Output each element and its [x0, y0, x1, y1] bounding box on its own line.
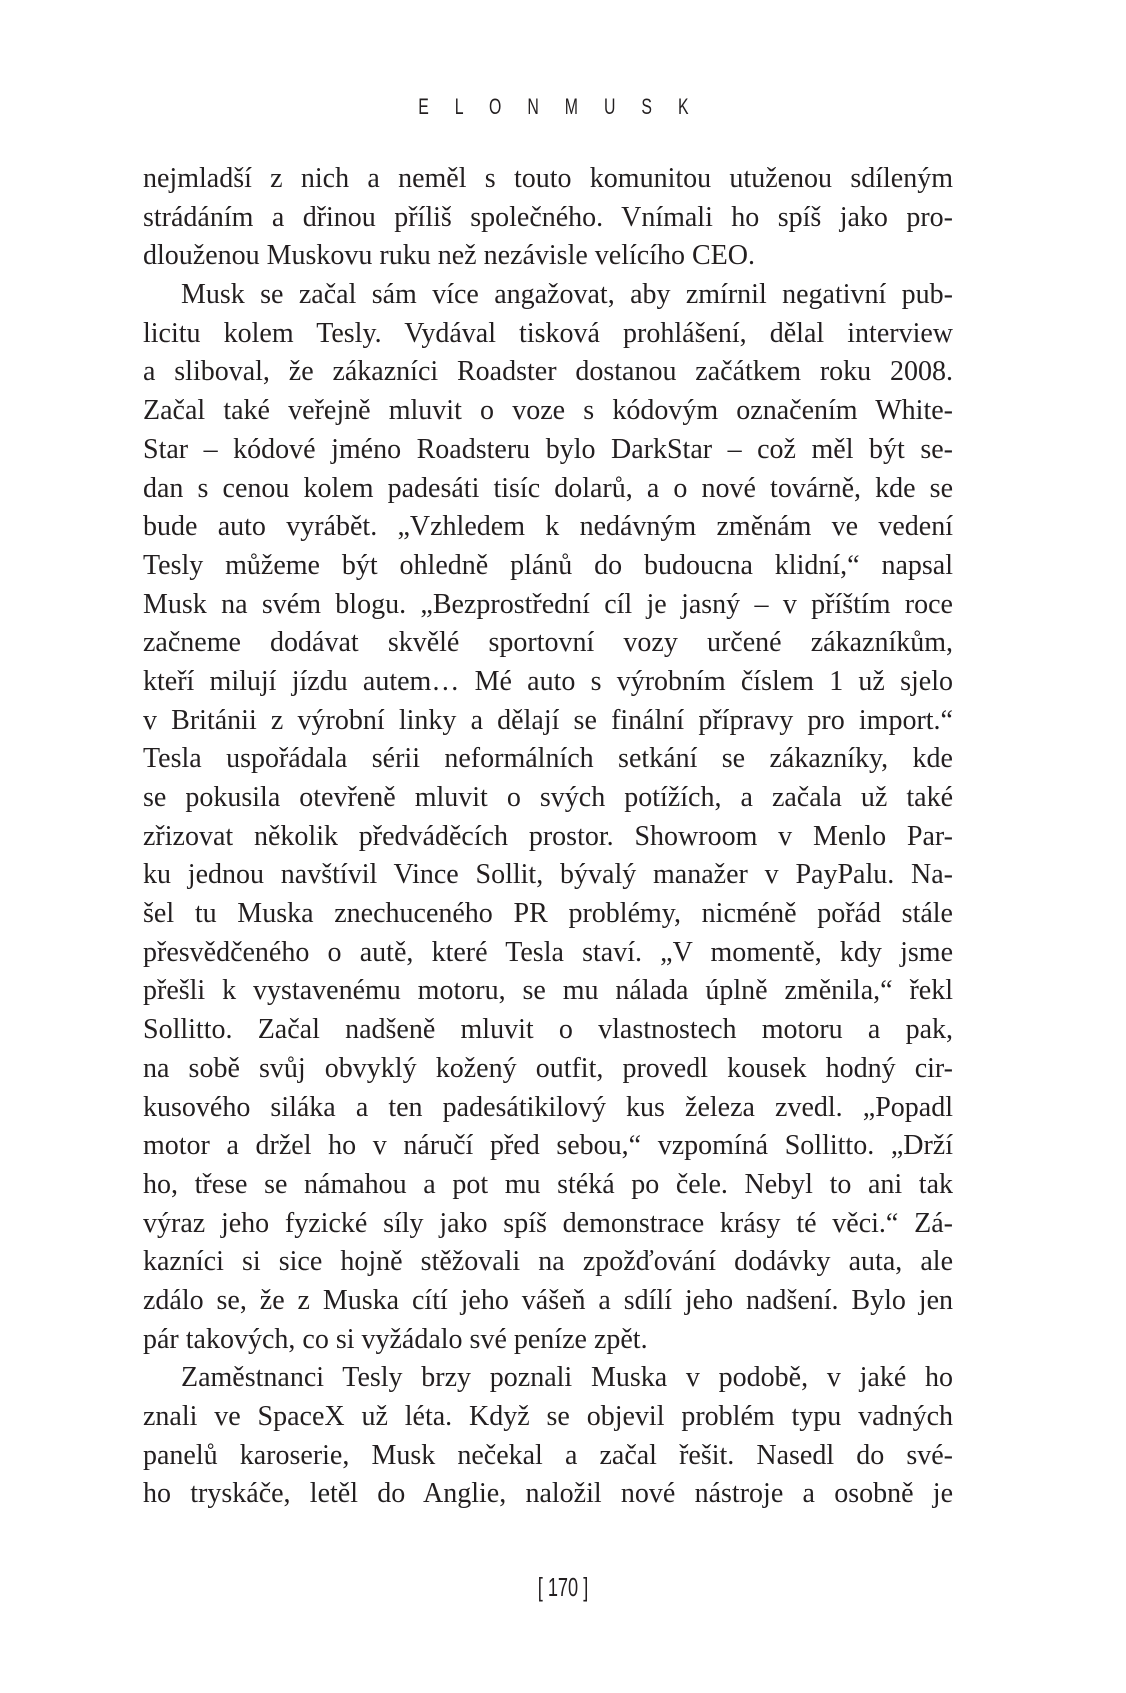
text-line: znali ve SpaceX už léta. Když se objevil problém typu vadných — [143, 1401, 953, 1432]
text-line: a sliboval, že zákazníci Roadster dostanou začátkem roku 2008. — [143, 356, 953, 388]
text-line: strádáním a dřinou příliš společného. Vnímali ho spíš jako pro- — [143, 201, 953, 233]
page-number: [ 170 ] — [537, 1572, 589, 1602]
body-text — [143, 160, 953, 1514]
text-line: dan s cenou kolem padesáti tisíc dolarů, a o nové továrně, kde se — [143, 472, 953, 504]
text-line: na sobě svůj obvyklý kožený outfit, provedl kousek hodný cir- — [143, 1052, 953, 1084]
text-line: v Británii z výrobní linky a dělají se finální přípravy pro import.“ — [143, 704, 953, 736]
text-line: šel tu Muska znechuceného PR problémy, nicméně pořád stále — [143, 898, 953, 930]
text-line: zdálo se, že z Muska cítí jeho vášeň a sdílí jeho nadšení. Bylo jen — [143, 1284, 953, 1316]
text-line: Sollitto. Začal nadšeně mluvit o vlastnostech motoru a pak, — [143, 1014, 953, 1046]
text-line: kazníci si sice hojně stěžovali na zpožďování dodávky auta, ale — [143, 1246, 953, 1278]
text-line: bude auto vyrábět. „Vzhledem k nedávným změnám ve vedení — [143, 511, 953, 543]
paragraph-start-line: Musk se začal sám více angažovat, aby zmírnil negativní pub- — [181, 279, 953, 311]
text-line: začneme dodávat skvělé sportovní vozy určené zákazníkům, — [143, 627, 953, 659]
text-line: ho tryskáče, letěl do Anglie, naložil nové nástroje a osobně je — [143, 1478, 953, 1510]
text-line: ho, třese se námahou a pot mu stéká po čele. Nebyl to ani tak — [143, 1168, 953, 1200]
text-line: kusového siláka a ten padesátikilový kus železa zvedl. „Popadl — [143, 1091, 953, 1123]
text-line: výraz jeho fyzické síly jako spíš demonstrace krásy té věci.“ Zá- — [143, 1207, 953, 1239]
text-line: zřizovat několik předváděcích prostor. Showroom v Menlo Par- — [143, 820, 953, 852]
text-line: Tesly můžeme být ohledně plánů do budoucna klidní,“ napsal — [143, 549, 953, 581]
text-line: licitu kolem Tesly. Vydával tisková prohlášení, dělal interview — [143, 317, 953, 349]
text-line: Musk na svém blogu. „Bezprostřední cíl je jasný – v příštím roce — [143, 588, 953, 620]
text-line: se pokusila otevřeně mluvit o svých potížích, a začala už také — [143, 782, 953, 813]
text-line: přesvědčeného o autě, které Tesla staví. „V momentě, kdy jsme — [143, 936, 953, 968]
text-line: kteří milují jízdu autem… Mé auto s výrobním číslem 1 už sjelo — [143, 665, 953, 697]
text-line: Začal také veřejně mluvit o voze s kódovým označením White- — [143, 395, 953, 427]
paragraph-start-line: Zaměstnanci Tesly brzy poznali Muska v podobě, v jaké ho — [181, 1362, 953, 1394]
text-line: dlouženou Muskovu ruku než nezávisle velícího CEO. — [143, 240, 755, 272]
text-line: Star – kódové jméno Roadsteru bylo DarkStar – což měl být se- — [143, 433, 953, 465]
text-line: nejmladší z nich a neměl s touto komunitou utuženou sdíleným — [143, 163, 953, 194]
text-line: ku jednou navštívil Vince Sollit, bývalý manažer v PayPalu. Na- — [143, 859, 953, 891]
text-line: motor a držel ho v náručí před sebou,“ vzpomíná Sollitto. „Drží — [143, 1130, 953, 1162]
text-line: Tesla uspořádala sérii neformálních setkání se zákazníky, kde — [143, 743, 953, 775]
text-line: přešli k vystavenému motoru, se mu nálada úplně změnila,“ řekl — [143, 975, 953, 1007]
text-line: pár takových, co si vyžádalo své peníze zpět. — [143, 1323, 648, 1355]
running-header: E L O N M U S K — [418, 94, 700, 119]
text-line: panelů karoserie, Musk nečekal a začal řešit. Nasedl do své- — [143, 1439, 953, 1471]
